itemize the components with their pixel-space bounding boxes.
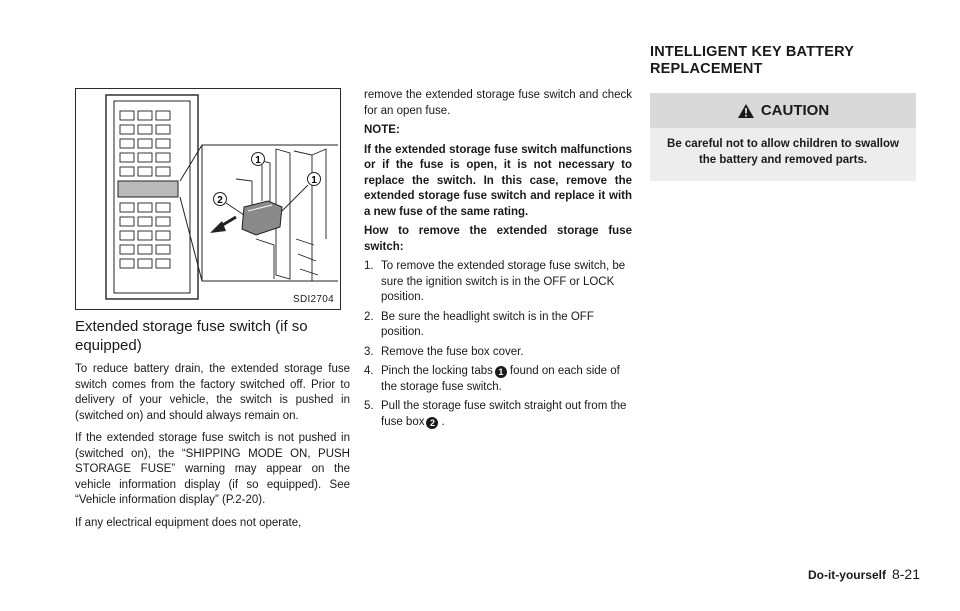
page-footer bbox=[808, 566, 920, 582]
intro-text: remove the extended storage fuse switch and check for an open fuse. bbox=[364, 89, 632, 117]
callout-2-inline-marker: 2 bbox=[426, 417, 438, 429]
caution-label: CAUTION bbox=[760, 102, 830, 119]
callout-1-label: 1 bbox=[255, 155, 261, 166]
step-item: 5. Pull the storage fuse switch straight out from the fuse box 2 . bbox=[364, 400, 627, 428]
paragraph-3: If any electrical equipment does not operate, bbox=[75, 517, 302, 529]
fuse-box-drawing bbox=[76, 89, 340, 309]
caution-text: Be careful not to allow children to swallow the battery and removed parts. bbox=[650, 128, 916, 181]
note-text: If the extended storage fuse switch malfunctions or if the fuse is open, it is not necessary to replace the switch. In this case, remove the extended storage fuse switch and replace it with a new fuse of the same rating. bbox=[364, 143, 632, 218]
page-number: 8-21 bbox=[891, 566, 920, 582]
callout-1-label-side: 1 bbox=[311, 175, 317, 186]
paragraph-2: If the extended storage fuse switch is not pushed in (switched on), the “SHIPPING MODE ON, PUSH STORAGE FUSE” warning may appear on the vehicle information display (if so equipped). See “Vehicle information display” (P.2-20). bbox=[75, 432, 350, 506]
fuse-box-illustration bbox=[75, 88, 341, 310]
footer-section-name: Do-it-yourself bbox=[807, 568, 886, 582]
warning-triangle-icon bbox=[737, 103, 755, 119]
step-item: 3. Remove the fuse box cover. bbox=[364, 345, 524, 358]
section-title: INTELLIGENT KEY BATTERY REPLACEMENT bbox=[650, 44, 854, 77]
steps-list bbox=[364, 259, 632, 430]
step-item: 4. Pinch the locking tabs 1 found on each side of the storage fuse switch. bbox=[364, 365, 620, 393]
paragraph-1: To reduce battery drain, the extended storage fuse switch comes from the factory switched off. Prior to delivery of your vehicle, the switch is pushed in (switched on) and should always remain on. bbox=[75, 363, 350, 422]
middle-column bbox=[364, 88, 632, 434]
caution-header bbox=[650, 93, 916, 128]
howto-heading: How to remove the extended storage fuse switch: bbox=[364, 225, 632, 253]
note-label: NOTE: bbox=[364, 124, 400, 136]
step-item: 1. To remove the extended storage fuse switch, be sure the ignition switch is in the OFF or LOCK position. bbox=[364, 260, 626, 303]
step-item: 2. Be sure the headlight switch is in the OFF position. bbox=[364, 310, 594, 338]
callout-1-inline-marker: 1 bbox=[495, 366, 507, 378]
section-heading: Extended storage fuse switch (if so equipped) bbox=[75, 318, 308, 354]
callout-2-label: 2 bbox=[217, 195, 223, 206]
figure-code: SDI2704 bbox=[292, 294, 334, 305]
